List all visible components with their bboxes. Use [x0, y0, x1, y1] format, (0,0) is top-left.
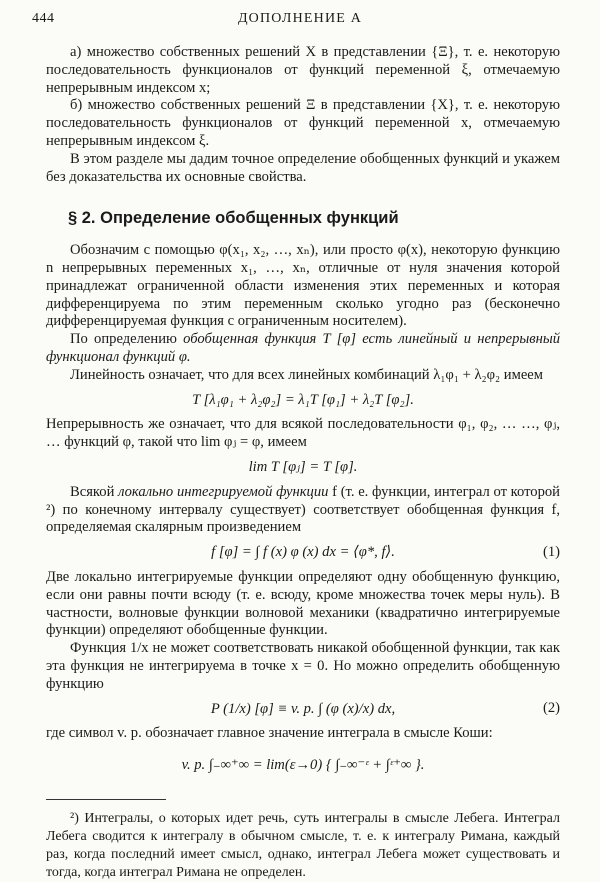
paragraph-one-over-x: Функция 1/x не может соответствовать никакой обобщенной функции, так как эта функция не интегрируема в точке x = 0. Но можно определить обобщенную функцию: [46, 640, 560, 692]
paragraph-linearity: Линейность означает, что для всех линейных комбинаций λ₁φ₁ + λ₂φ₂ имеем: [70, 366, 544, 383]
paragraph-definition: [46, 331, 560, 367]
equation-principal-value: v. p. ∫₋∞⁺∞ = lim(ε→0) { ∫₋∞⁻ᵋ + ∫ᵋ⁺∞ }.: [181, 757, 425, 774]
equation-linearity: T [λ₁φ₁ + λ₂φ₂] = λ₁T [φ₁] + λ₂T [φ₂].: [192, 391, 414, 408]
paragraph-equal-almost-everywhere: Две локально интегрируемые функции определяют одну обобщенную функцию, если они равны почти всюду (т. е. всюду, кроме множества точек меры нуль). В частности, волновые функции волновой механики (квадратично интегрируемые функции) определяют обобщенные функции.: [46, 568, 560, 639]
equation-2-number: (2): [542, 700, 560, 717]
equation-1-number: (1): [542, 544, 560, 561]
paragraph-phi: Обозначим с помощью φ(x₁, x₂, …, xₙ), или просто φ(x), некоторую функцию n непрерывных переменных x₁, …, xₙ, отличные от нуля значения которой принадлежат ограниченной области изменения этих переменных и которая дифференцируема по этим переменным сколько угодно раз (бесконечно дифференцируемая функция с ограниченным носителем).: [46, 242, 560, 330]
equation-1: [46, 544, 560, 562]
item-b: б) множество собственных решений Ξ в представлении {X}, т. е. некоторую последовательность функционалов от функций переменной x, отмечаемую непрерывным индексом ξ.: [46, 97, 560, 149]
running-head: ДОПОЛНЕНИЕ А: [237, 11, 363, 26]
text-span: Всякой: [70, 483, 119, 500]
equation-continuity: lim T [φⱼ] = T [φ].: [248, 458, 358, 475]
paragraph-principal-value: где символ v. p. обозначает главное значение интеграла в смысле Коши:: [46, 725, 493, 742]
intro-paragraph: В этом разделе мы дадим точное определение обобщенных функций и укажем без доказательства их основные свойства.: [46, 150, 560, 185]
item-a: а) множество собственных решений X в представлении {Ξ}, т. е. некоторую последовательность функционалов от функций переменной ξ, отмечаемую непрерывным индексом x;: [46, 44, 560, 96]
definition-lead: По определению: [70, 331, 184, 348]
paragraph-continuity: Непрерывность же означает, что для всякой последовательности φ₁, φ₂, … …, φⱼ, … функций φ, такой что lim φⱼ = φ, имеем: [46, 416, 560, 451]
definition-italic: обобщенная функция T [φ] есть линейный и непрерывный функционал функций φ.: [46, 331, 561, 365]
equation-2: [46, 701, 560, 719]
equation-2-body: P (1/x) [φ] ≡ v. p. ∫ (φ (x)/x) dx,: [210, 700, 396, 717]
page-header: [32, 10, 568, 32]
paragraph-locally-integrable: [46, 484, 560, 537]
footnote-2: ²) Интегралы, о которых идет речь, суть интегралы в смысле Лебега. Интеграл Лебега сводится к интегралу в обычном смысле, т. е. к интегралу Римана, каждый раз, когда последний имеет смысл, однако, интеграл Лебега может существовать и тогда, когда интеграл Римана не определен.: [46, 810, 560, 880]
text-italic: локально интегрируемой функции: [118, 483, 329, 500]
text-span: f (т. е. функции, интеграл от которой ²) по конечному интервалу существует) соответствует обобщенная функция f, определяемая скалярным произведением: [46, 483, 560, 536]
footnote-rule: [46, 799, 166, 800]
equation-1-body: f [φ] = ∫ f (x) φ (x) dx = ⟨φ*, f⟩.: [211, 544, 395, 561]
page-number: 444: [32, 11, 55, 26]
section-heading: § 2. Определение обобщенных функций: [68, 209, 399, 228]
main-text: [46, 44, 560, 882]
